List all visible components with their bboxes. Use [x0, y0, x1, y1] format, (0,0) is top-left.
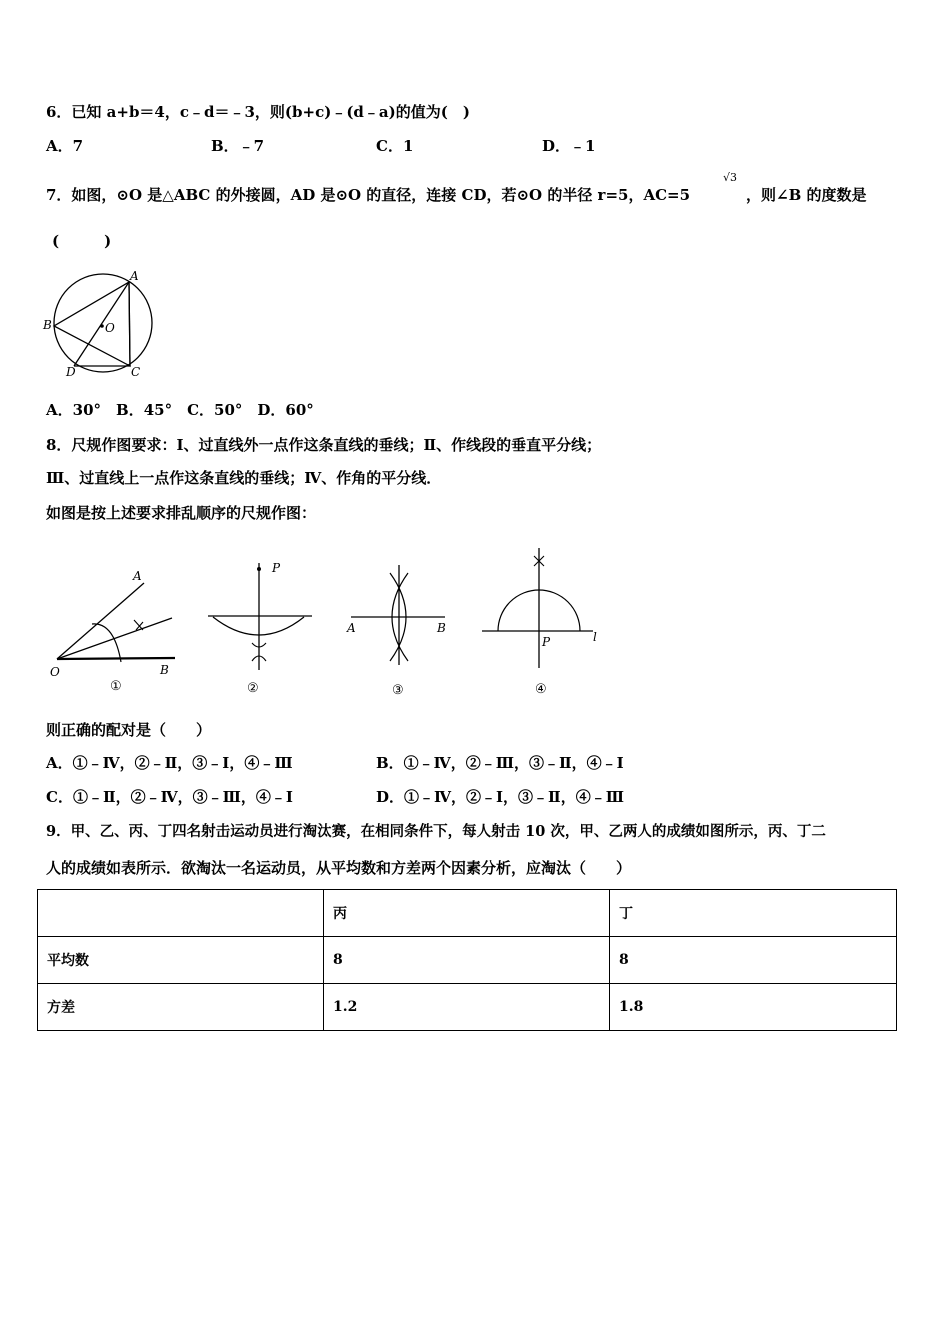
arc — [92, 624, 121, 662]
arc-intersection-mark — [134, 620, 143, 630]
caption-4: ④ — [535, 682, 547, 697]
label-d: D — [66, 365, 76, 379]
label-o: O — [50, 665, 60, 679]
sqrt3-symbol: √3 — [723, 171, 738, 184]
q6-stem: 6．已知 a+b＝4，c﹣d＝﹣3，则(b+c)﹣(d﹣a)的值为( ) — [46, 103, 470, 121]
center-point — [100, 324, 104, 328]
label-a: A — [347, 621, 356, 635]
label-b: B — [160, 663, 169, 677]
label-a: A — [130, 269, 139, 283]
diameter-ad — [74, 282, 129, 366]
label-c: C — [131, 365, 141, 379]
ray-oa — [57, 583, 144, 659]
caption-2: ② — [247, 681, 259, 696]
q7-options[interactable]: A．30° B．45° C．50° D．60° — [46, 401, 314, 419]
q7-stem-part2: ，则∠B 的度数是 — [746, 186, 867, 204]
q8-line1: 8．尺规作图要求：Ⅰ、过直线外一点作这条直线的垂线；Ⅱ、作线段的垂直平分线； — [46, 436, 602, 454]
q6-option-b[interactable]: B．﹣7 — [211, 137, 265, 155]
row-label-variance: 方差 — [38, 984, 324, 1031]
q8-option-a[interactable]: A．①﹣Ⅳ，②﹣Ⅱ，③﹣Ⅰ，④﹣Ⅲ — [46, 754, 293, 772]
label-b: B — [437, 621, 446, 635]
cell-ding-variance: 1.8 — [610, 984, 897, 1031]
q7-stem-part1: 7．如图，⊙O 是△ABC 的外接圆，AD 是⊙O 的直径，连接 CD，若⊙O 的半径 r=5，AC=5 — [46, 186, 691, 204]
label-a: A — [133, 569, 142, 583]
q8-option-b[interactable]: B．①﹣Ⅳ，②﹣Ⅲ，③﹣Ⅱ，④﹣Ⅰ — [376, 754, 624, 772]
row-label-mean: 平均数 — [38, 937, 324, 984]
point-p — [257, 567, 261, 571]
table-header-row — [38, 890, 897, 937]
q6-option-a[interactable]: A．7 — [46, 137, 84, 155]
header-cell-empty — [38, 890, 324, 937]
caption-3: ③ — [392, 683, 404, 698]
q8-figure-2 — [200, 555, 325, 700]
label-p: P — [272, 561, 281, 575]
label-l: l — [593, 630, 597, 644]
table-row — [38, 984, 897, 1031]
q9-line1: 9．甲、乙、丙、丁四名射击运动员进行淘汰赛，在相同条件下，每人射击 10 次，甲、乙两人的成绩如图所示，丙、丁二 — [46, 823, 826, 840]
q8-line3: 如图是按上述要求排乱顺序的尺规作图： — [46, 504, 317, 522]
label-b: B — [43, 318, 52, 332]
header-cell-bing: 丙 — [324, 890, 610, 937]
cell-bing-mean: 8 — [324, 937, 610, 984]
label-p: P — [542, 635, 551, 649]
segment-ac — [129, 282, 130, 366]
cell-ding-mean: 8 — [610, 937, 897, 984]
q8-option-d[interactable]: D．①﹣Ⅳ，②﹣Ⅰ，③﹣Ⅱ，④﹣Ⅲ — [376, 788, 624, 806]
q8-figure-3 — [340, 555, 460, 700]
cell-bing-variance: 1.2 — [324, 984, 610, 1031]
q8-figure-4 — [475, 540, 610, 700]
q8-line2: Ⅲ、过直线上一点作这条直线的垂线；Ⅳ、作角的平分线． — [46, 469, 442, 487]
ray-ob — [57, 658, 175, 659]
q6-option-c[interactable]: C．1 — [376, 137, 414, 155]
q8-question: 则正确的配对是（ ） — [46, 721, 212, 739]
circumcircle — [54, 274, 152, 372]
q7-answer-blank: ( ) — [52, 232, 112, 250]
q6-option-d[interactable]: D．﹣1 — [542, 137, 596, 155]
q8-figure-1 — [40, 560, 190, 695]
table-row — [38, 937, 897, 984]
label-o: O — [105, 321, 115, 335]
header-cell-ding: 丁 — [610, 890, 897, 937]
caption-1: ① — [110, 679, 122, 694]
q9-line2: 人的成绩如表所示．欲淘汰一名运动员，从平均数和方差两个因素分析，应淘汰（ ） — [46, 859, 632, 877]
q7-circle-figure — [40, 270, 170, 380]
scores-table — [37, 889, 897, 1031]
q8-option-c[interactable]: C．①﹣Ⅱ，②﹣Ⅳ，③﹣Ⅲ，④﹣Ⅰ — [46, 788, 293, 806]
